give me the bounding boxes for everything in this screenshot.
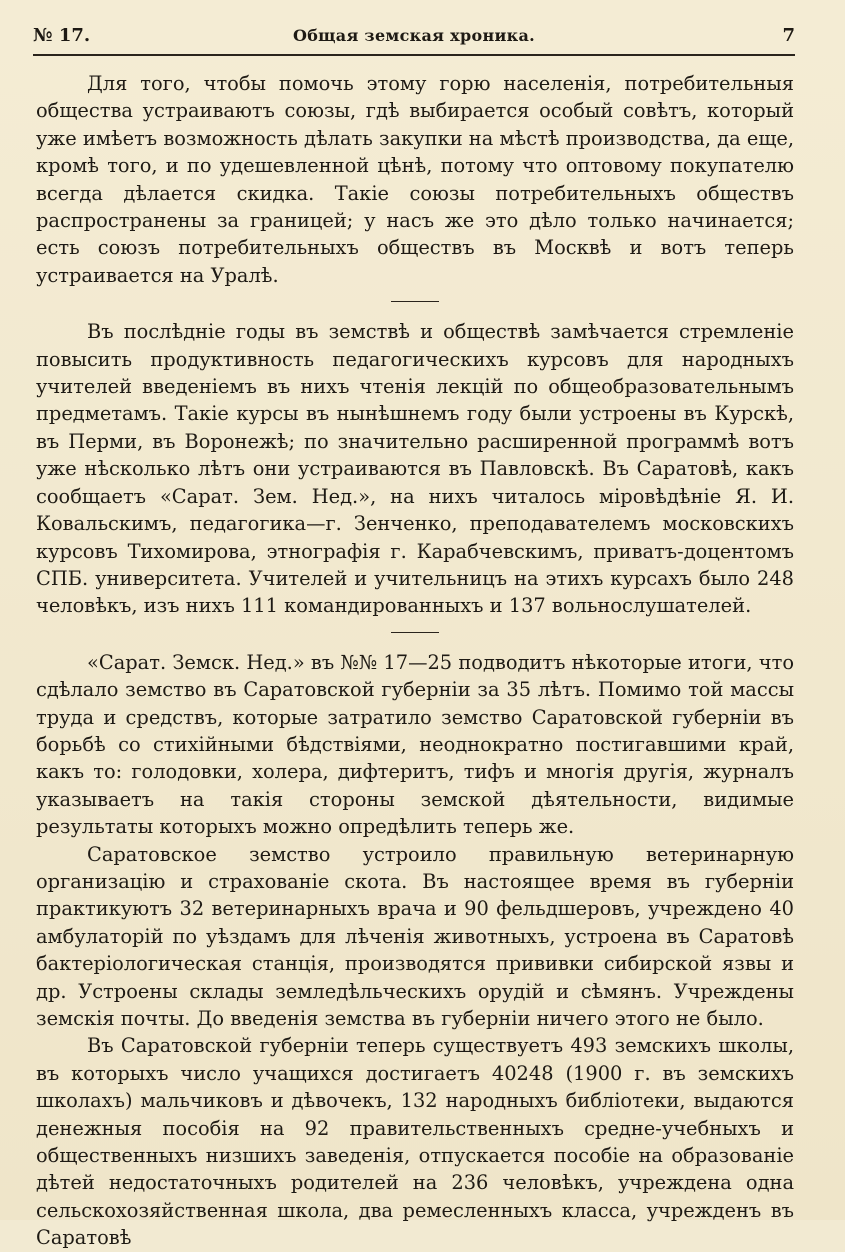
paragraph-schools: Въ Саратовской губерніи теперь существуетъ 493 земскихъ школы, въ которыхъ число учащихся достигаетъ 40248 (1900 г. въ земскихъ школахъ) мальчиковъ и дѣвочекъ, 132 народныхъ библіотеки, выдаются денежныя пособія на 92 правительственныхъ средне-учебныхъ и общественныхъ низшихъ заведенія, отпускается пособіе на образованіе дѣтей недостаточныхъ родителей на 236 человѣкъ, учреждена одна сельскохозяйственная школа, два ремесленныхъ класса, учрежденъ въ Саратовѣ [36,1034,794,1250]
running-title: Общая земская хроника. [292,26,536,45]
paragraph-saratov-summary: «Сарат. Земск. Нед.» въ №№ 17—25 подводитъ нѣкоторые итоги, что сдѣлало земство въ Саратовской губерніи за 35 лѣтъ. Помимо той массы труда и средствъ, которые затратило земство Саратовской губерніи въ борьбѣ со стихійными бѣдствіями, неоднократно постигавшими край, какъ то: голодовки, холера, дифтеритъ, тифъ и многія другія, журналъ указываетъ на такія стороны земской дѣятельности, видимые результаты которыхъ можно опредѣлить теперь же. [36,650,794,839]
section-divider [391,301,439,302]
header-rule [33,54,795,56]
section-divider [391,632,439,633]
issue-number: № 17. [33,25,91,46]
paragraph-cooperatives: Для того, чтобы помочь этому горю населенія, потребительныя общества устраиваютъ союзы, гдѣ выбирается особый совѣтъ, который уже имѣетъ возможность дѣлать закупки на мѣстѣ производства, да еще, кромѣ того, и по удешевленной цѣнѣ, потому что оптовому покупателю всегда дѣлается скидка. Такіе союзы потребительныхъ обществъ распространены за границей; у насъ же это дѣло только начинается; есть союзъ потребительныхъ обществъ въ Москвѣ и вотъ теперь устраивается на Уралѣ. [36,72,794,287]
page-header [33,22,795,50]
page-number: 7 [782,25,795,46]
paragraph-veterinary: Саратовское земство устроило правильную ветеринарную организацію и страхованіе скота. Въ настоящее время въ губерніи практикуютъ 32 ветеринарныхъ врача и 90 фельдшеровъ, учреждено 40 амбулаторій по уѣздамъ для лѣченія животныхъ, устроена въ Саратовѣ бактеріологическая станція, производятся прививки сибирской язвы и др. Устроены склады земледѣльческихъ орудій и сѣмянъ. Учреждены земскія почты. До введенія земства въ губерніи ничего этого не было. [36,842,794,1030]
paragraph-teacher-courses: Въ послѣдніе годы въ земствѣ и обществѣ замѣчается стремленіе повысить продуктивность педагогическихъ курсовъ для народныхъ учителей введеніемъ въ нихъ чтенія лекцій по общеобразовательнымъ предметамъ. Такіе курсы въ нынѣшнемъ году были устроены въ Курскѣ, въ Перми, въ Воронежѣ; по значительно расширенной программѣ вотъ уже нѣсколько лѣтъ они устраиваются въ Павловскѣ. Въ Саратовѣ, какъ сообщаетъ «Сарат. Зем. Нед.», на нихъ читалось міровѣдѣніе Я. И. Ковальскимъ, педагогика—г. Зенченко, преподавателемъ московскихъ курсовъ Тихомирова, этнографія г. Карабчевскимъ, приватъ-доцентомъ СПБ. университета. Учителей и учительницъ на этихъ курсахъ было 248 человѣкъ, изъ нихъ 111 командированныхъ и 137 вольнослушателей. [36,320,794,618]
article-body [36,70,794,1252]
